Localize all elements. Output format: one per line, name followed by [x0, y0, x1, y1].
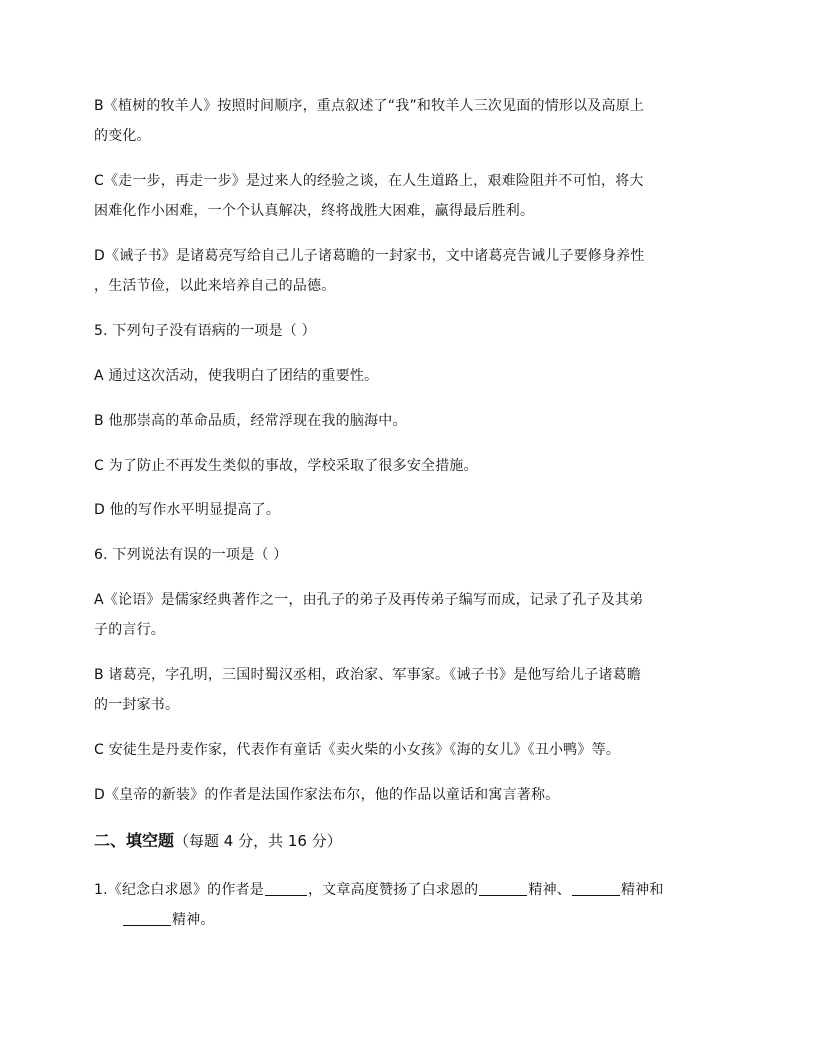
fill1-text-1: 1.《纪念白求恩》的作者是: [94, 882, 264, 898]
fill1-blank-author[interactable]: [265, 881, 307, 896]
section-title: 二、填空题: [94, 831, 175, 850]
q4-option-d-line2: ，生活节俭，以此来培养自己的品德。: [94, 278, 336, 294]
q6-stem: 6. 下列说法有误的一项是（ ）: [94, 547, 288, 563]
fill-question-1-line2: [122, 910, 762, 930]
q4-option-c-line2: 困难化作小困难，一个个认真解决，终将战胜大困难，赢得最后胜利。: [94, 203, 535, 219]
q4-option-c-line1: C《走一步，再走一步》是过来人的经验之谈，在人生道路上，艰难险阻并不可怕，将大: [94, 173, 644, 189]
q4-option-b-line1: B《植树的牧羊人》按照时间顺序，重点叙述了“我”和牧羊人三次见面的情形以及高原上: [94, 98, 645, 114]
section-heading: [94, 830, 342, 852]
fill1-text-3: 精神、: [528, 882, 571, 898]
fill1-blank-spirit-1[interactable]: [479, 881, 527, 896]
q6-option-b-line1: B 诸葛亮，字孔明，三国时蜀汉丞相，政治家、军事家。《诫子书》是他写给儿子诸葛瞻: [94, 667, 642, 683]
q4-option-b-line2: 的变化。: [94, 128, 151, 144]
fill1-text-2: ，文章高度赞扬了白求恩的: [307, 882, 479, 898]
q6-option-a-line1: A《论语》是儒家经典著作之一，由孔子的弟子及再传弟子编写而成，记录了孔子及其弟: [94, 592, 644, 608]
fill1-text-4: 精神和: [620, 882, 664, 898]
q5-option-a: A 通过这次活动，使我明白了团结的重要性。: [94, 368, 379, 384]
q6-option-c: C 安徒生是丹麦作家，代表作有童话《卖火柴的小女孩》《海的女儿》《丑小鸭》等。: [94, 742, 621, 758]
q5-option-d: D 他的写作水平明显提高了。: [94, 502, 281, 518]
q5-option-b: B 他那崇高的革命品质，经常浮现在我的脑海中。: [94, 413, 407, 429]
q6-option-a-line2: 子的言行。: [94, 622, 165, 638]
q5-stem: 5. 下列句子没有语病的一项是（ ）: [94, 323, 316, 339]
fill1-blank-spirit-2[interactable]: [572, 881, 620, 896]
fill1-blank-spirit-3[interactable]: [123, 911, 171, 926]
q6-option-d: D《皇帝的新装》的作者是法国作家法布尔，他的作品以童话和寓言著称。: [94, 787, 560, 803]
section-score-note: （每题 4 分，共 16 分）: [174, 832, 342, 850]
fill-question-1-line1: [94, 880, 734, 900]
q6-option-b-line2: 的一封家书。: [94, 697, 180, 713]
fill1-text-5: 精神。: [172, 912, 215, 928]
q4-option-d-line1: D《诫子书》是诸葛亮写给自己儿子诸葛瞻的一封家书，文中诸葛亮告诫儿子要修身养性: [94, 248, 645, 264]
q5-option-c: C 为了防止不再发生类似的事故，学校采取了很多安全措施。: [94, 458, 478, 474]
